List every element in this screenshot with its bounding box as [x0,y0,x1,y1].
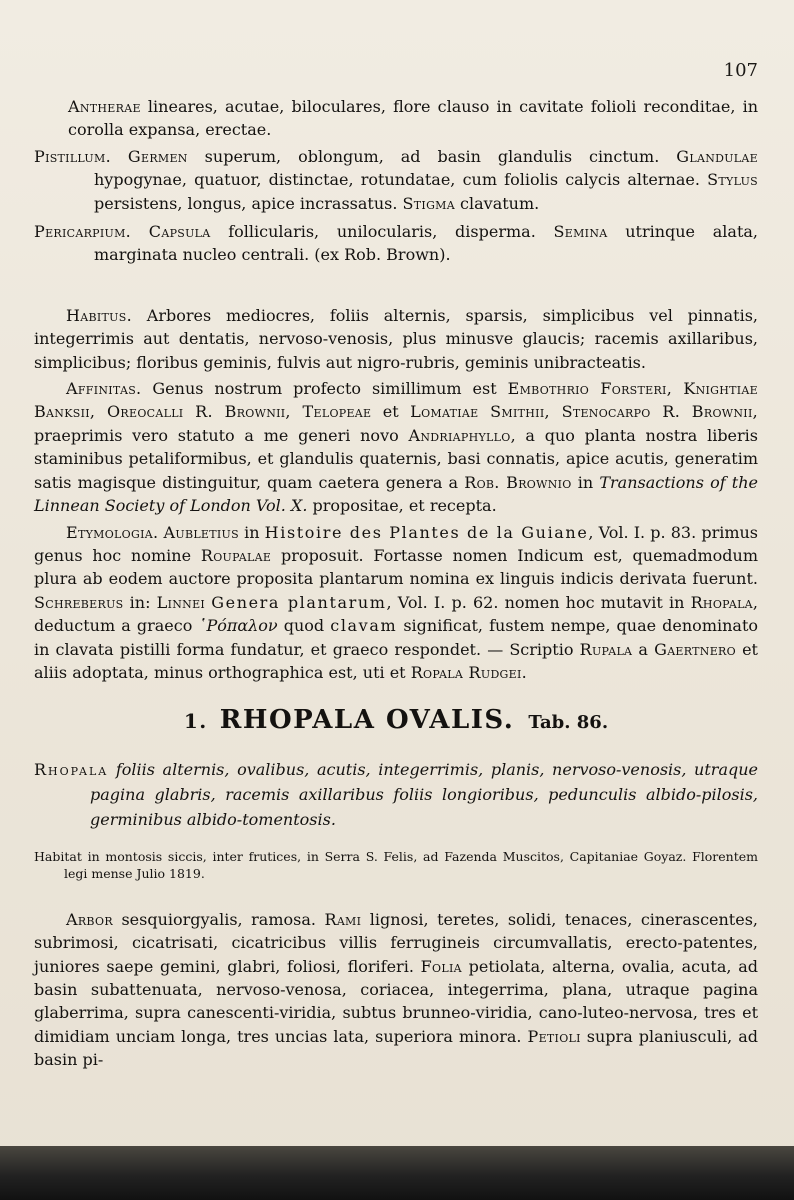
taxon-names: Embothrio Forsteri, Knightiae Banksii, Oreocalli R. Brownii, Telopeae [34,379,758,422]
section-label: Pistillum. [34,146,111,166]
section-label: Arbor [66,909,113,929]
paragraph-text: lignosi, teretes, solidi, tenaces, cinerascentes, subrimosi, cicatrisati, cicatricibus villis ferrugineis circumvallatis, erecto-patentes, juniores saepe gemini, glabri, foliosi, floriferi. [34,909,759,976]
paragraph-text: in [571,472,600,492]
taxon-names: Andriaphyllo [408,425,511,445]
page-number: 107 [723,60,758,81]
paragraph-text: follicularis, unilocularis, disperma. [210,222,554,242]
diagnosis-text: foliis alternis, ovalibus, acutis, integerrimis, planis, nervoso-venosis, utraque pagina glabris, racemis axillaribus foliis longioribus, pedunculis albido-pilosis, germinibus albido-tomentosis. [90,759,758,829]
paragraph-text: superum, oblongum, ad basin glandulis cinctum. [187,146,677,166]
paragraph-text: et aliis adoptata, minus orthographica est, uti et [34,639,758,682]
paragraph-text: et [371,402,411,422]
paragraph-text: praeprimis vero statuto a me generi novo [34,425,409,445]
plate-reference: Tab. 86. [528,712,609,734]
species-heading [34,705,758,736]
paragraph-text: , deductum a graeco [34,592,759,636]
paragraph-text: . [521,662,527,682]
paragraph-text: , Vol. I. p. 62. nomen hoc mutavit in [386,592,691,612]
term-label: Antherae [68,97,141,116]
term-label: Stylus [707,170,758,190]
author-name: Rob. Brownio [464,472,572,492]
section-label: Habitus. [66,305,132,325]
author-name: Linnei [156,592,206,612]
term-label: Stigma [402,193,455,213]
genus-name: Rhopala [34,759,109,779]
paragraph-text: in [238,522,265,542]
taxon-names: Rupala [579,639,633,659]
species-name: RHOPALA OVALIS. [219,705,515,736]
paragraph-text: sesquiorgyalis, ramosa. [112,909,325,929]
taxon-names: Rhopala [690,592,753,612]
paragraph-text: , Vol. I. p. 83. primus genus hoc nomine [34,522,759,565]
paragraph-text: persistens, longus, apice incrassatus. [94,193,403,213]
term-label: Capsula [148,222,211,242]
paragraph-text: supra planiusculi, ad basin pi- [34,1026,759,1070]
paragraph-text: lineares, acutae, biloculares, flore clauso in cavitate folioli reconditae, in corolla expansa, erectae. [68,97,758,140]
term-label: Glandulae [676,146,758,166]
arbor-paragraph [34,908,758,1072]
paragraph-text: Genus nostrum profecto simillimum est [141,379,508,399]
paragraph-text: propositae, et recepta. [307,496,497,516]
publication-title: Transactions of the Linnean Society of London Vol. X. [34,472,759,516]
spacer [34,272,758,304]
species-diagnosis [34,757,758,832]
taxon-names: Ropala Rudgei [410,662,522,682]
term-label: Petioli [527,1026,581,1046]
term-label: Rami [324,909,362,929]
paragraph-text: proposuit. Fortasse nomen Indicum est, quemadmodum plura ab eodem auctore proposita plantarum nomina ex linguis indicis derivata fuerunt. [34,545,759,589]
affinitas-paragraph [34,377,758,517]
paragraph-text: , a quo planta nostra liberis staminibus petaliformibus, et glandulis quaternis, basi connatis, apice acutis, generatim satis magisque distinguitur, quam caetera genera a [34,425,759,492]
etymologia-paragraph [34,521,758,685]
pistillum-paragraph [34,145,758,215]
publication-title: Genera plantarum [211,592,387,612]
section-label: Affinitas. [66,379,142,399]
emphasis-word: clavam [330,616,398,636]
section-label: Pericarpium. [34,222,132,242]
publication-title: Histoire des Plantes de la Guiane [264,522,589,542]
text-body [34,95,758,1075]
greek-word: ῾Ρόπαλον [198,616,278,636]
paragraph-text: utrinque alata, marginata nucleo centrali. (ex Rob. Brown). [94,222,759,265]
paragraph-text: Arbores mediocres, foliis alternis, sparsis, simplicibus vel pinnatis, integerrimis aut dentatis, nervoso-venosis, plus minusve glaucis; racemis axillaribus, simplicibus; floribus geminis, fulvis aut nigro-rubris, geminis unibracteatis. [34,305,758,372]
author-name: Aubletius [163,522,239,542]
paragraph-text: significat, fustem nempe, quae denominato in clavata pistilli forma fundatur, et graeco respondet. — Scriptio [34,616,759,659]
paragraph-text: a [632,639,655,659]
habitus-paragraph [34,304,758,374]
term-label: Semina [553,222,608,242]
author-name: Schreberus [34,592,124,612]
paragraph-text: petiolata, alterna, ovalia, acuta, ad basin subattenuata, nervoso-venosa, coriacea, integerrima, plana, utraque pagina glaberrima, supra canescenti-viridia, subtus brunneo-viridia, cano-luteo-nervosa, tres et dimidiam unciam longa, tres uncias lata, superiora minora. [34,956,759,1046]
paragraph-text: hypogynae, quatuor, distinctae, rotundatae, cum foliolis calycis alternae. [94,170,708,190]
paragraph-text: quod [277,616,331,636]
term-label: Folia [420,956,462,976]
page-bottom-shadow [0,1146,794,1200]
paragraph-text: in: [123,592,157,612]
species-number: 1. [183,709,208,734]
author-name: Gaertnero [654,639,736,659]
taxon-names: Roupalae [200,545,272,565]
habitat-note: Habitat in montosis siccis, inter frutices, in Serra S. Felis, ad Fazenda Muscitos, Capitaniae Goyaz. Florentem legi mense Julio 1819. [34,848,758,881]
paragraph-text: clavatum. [454,193,540,213]
section-label: Etymologia. [66,522,159,542]
pericarpium-paragraph [34,220,758,267]
term-label: Germen [127,146,188,166]
antherae-paragraph [34,95,758,142]
taxon-names: Lomatiae Smithii, Stenocarpo R. Brownii, [410,402,758,422]
